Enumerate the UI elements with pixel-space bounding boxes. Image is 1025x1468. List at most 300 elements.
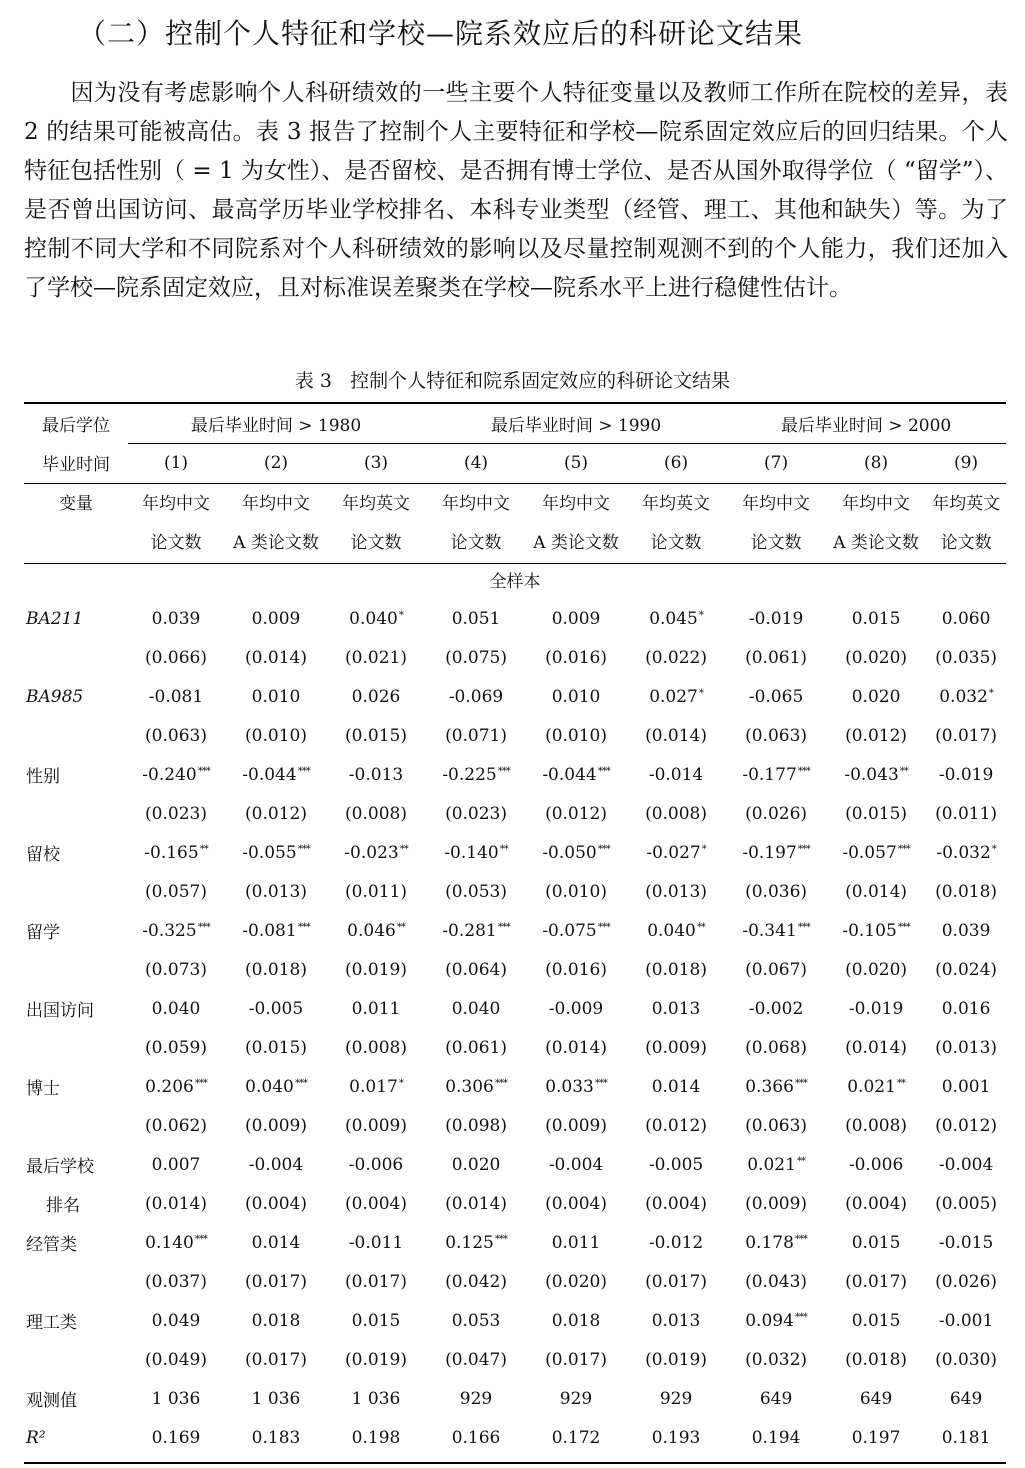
standard-error-cell: (0.022) xyxy=(645,647,708,668)
standard-error-cell: (0.013) xyxy=(245,881,307,902)
standard-error-cell: (0.021) xyxy=(345,647,407,668)
coefficient-row xyxy=(24,755,1006,794)
significance-stars: *** xyxy=(797,765,810,777)
coefficient-value: 0.040 xyxy=(349,608,398,629)
coefficient-value: 0.040 xyxy=(151,998,201,1019)
section-heading: （二）控制个人特征和学校—院系效应后的科研论文结果 xyxy=(78,17,804,50)
standard-error-cell: (0.009) xyxy=(645,1037,708,1058)
coefficient-cell xyxy=(426,755,526,794)
significance-stars: ** xyxy=(696,921,705,933)
standard-error-cell: (0.017) xyxy=(245,1349,307,1370)
variable-name: 博士 xyxy=(26,1079,60,1099)
coefficient-value: 0.053 xyxy=(451,1310,501,1331)
standard-error-cell: (0.010) xyxy=(245,725,307,746)
coefficient-cell xyxy=(826,833,926,872)
coefficient-cell xyxy=(326,1301,426,1340)
standard-error-cell: (0.014) xyxy=(145,1193,207,1214)
coefficient-cell xyxy=(326,989,426,1028)
variable-name-cont xyxy=(24,1340,126,1379)
variable-name: 出国访问 xyxy=(26,1001,94,1021)
coefficient-value: -0.197 xyxy=(742,842,797,863)
significance-stars: ** xyxy=(396,921,405,933)
coefficient-cell xyxy=(226,1145,326,1184)
coefficient-value: -0.019 xyxy=(848,998,904,1019)
coefficient-value: -0.006 xyxy=(848,1154,904,1175)
coefficient-value: 0.046 xyxy=(347,920,396,941)
observations-cell: 649 xyxy=(949,1388,983,1409)
coefficient-value: 0.020 xyxy=(851,686,901,707)
standard-error-cell: (0.026) xyxy=(935,1271,998,1292)
group-header-1990: 最后毕业时间 > 1990 xyxy=(490,416,662,436)
coefficient-cell xyxy=(626,833,726,872)
dependent-variable-line2: 论文数 xyxy=(940,533,992,553)
dependent-variable-line2: 论文数 xyxy=(650,533,702,553)
standard-error-cell: (0.008) xyxy=(345,1037,407,1058)
coefficient-cell xyxy=(226,911,326,950)
coefficient-value: -0.012 xyxy=(648,1232,704,1253)
r-squared-cell: 0.172 xyxy=(551,1427,601,1448)
coefficient-cell xyxy=(726,599,826,638)
coefficient-value: 0.013 xyxy=(651,1310,701,1331)
standard-error-cell: (0.037) xyxy=(145,1271,207,1292)
standard-error-cell: (0.018) xyxy=(935,881,998,902)
coefficient-value: 0.026 xyxy=(351,686,401,707)
standard-error-cell: (0.010) xyxy=(545,881,607,902)
significance-stars: * xyxy=(991,843,996,855)
coefficient-cell xyxy=(226,1223,326,1262)
standard-error-cell: (0.032) xyxy=(745,1349,808,1370)
variable-name-cont xyxy=(24,1106,126,1145)
coefficient-row xyxy=(24,833,1006,872)
standard-error-cell: (0.061) xyxy=(445,1037,507,1058)
coefficient-row xyxy=(24,599,1006,638)
standard-error-row xyxy=(24,716,1006,755)
coefficient-value: -0.001 xyxy=(938,1310,994,1331)
significance-stars: *** xyxy=(297,921,310,933)
standard-error-cell: (0.042) xyxy=(445,1271,507,1292)
coefficient-value: 0.060 xyxy=(941,608,991,629)
variable-name-cont xyxy=(24,1262,126,1301)
dependent-variable-line1: 年均中文 xyxy=(842,494,911,514)
significance-stars: *** xyxy=(897,843,910,855)
coefficient-cell xyxy=(826,989,926,1028)
r-squared-cell: 0.194 xyxy=(751,1427,801,1448)
coefficient-value: -0.023 xyxy=(344,842,399,863)
coefficient-cell xyxy=(326,599,426,638)
coefficient-cell xyxy=(826,599,926,638)
coefficient-row xyxy=(24,1301,1006,1340)
coefficient-value: -0.069 xyxy=(448,686,504,707)
variable-name: 理工类 xyxy=(26,1313,77,1333)
coefficient-cell xyxy=(326,1145,426,1184)
standard-error-row xyxy=(24,1106,1006,1145)
coefficient-cell xyxy=(926,1301,1006,1340)
coefficient-value: -0.004 xyxy=(938,1154,994,1175)
coefficient-value: -0.014 xyxy=(648,764,704,785)
coefficient-value: 0.010 xyxy=(551,686,601,707)
coefficient-value: -0.019 xyxy=(938,764,994,785)
coefficient-cell xyxy=(726,1145,826,1184)
standard-error-cell: (0.014) xyxy=(245,647,307,668)
coefficient-cell xyxy=(826,1223,926,1262)
coefficient-cell xyxy=(226,1067,326,1106)
variable-name-cont xyxy=(24,1028,126,1067)
dependent-variable-line1: 年均中文 xyxy=(442,494,511,514)
standard-error-cell: (0.015) xyxy=(845,803,908,824)
r-squared-cell: 0.169 xyxy=(151,1427,201,1448)
coefficient-cell xyxy=(426,1301,526,1340)
coefficient-cell xyxy=(626,1223,726,1262)
standard-error-cell: (0.005) xyxy=(935,1193,998,1214)
coefficient-cell xyxy=(726,911,826,950)
standard-error-cell: (0.026) xyxy=(745,803,808,824)
coefficient-cell xyxy=(726,677,826,716)
coefficient-value: -0.004 xyxy=(248,1154,304,1175)
r-squared-cell: 0.198 xyxy=(351,1427,401,1448)
coefficient-cell xyxy=(626,1145,726,1184)
standard-error-row xyxy=(24,1028,1006,1067)
coefficient-value: 0.125 xyxy=(445,1232,494,1253)
variable-name: 最后学校 xyxy=(26,1157,94,1177)
coefficient-row xyxy=(24,989,1006,1028)
standard-error-cell: (0.018) xyxy=(845,1349,908,1370)
standard-error-cell: (0.012) xyxy=(545,803,607,824)
stub-header-line2: 毕业时间 xyxy=(42,455,110,475)
dependent-variable-line2: 论文数 xyxy=(450,533,502,553)
standard-error-cell: (0.062) xyxy=(145,1115,207,1136)
standard-error-cell: (0.009) xyxy=(245,1115,307,1136)
coefficient-cell xyxy=(826,755,926,794)
standard-error-row xyxy=(24,1340,1006,1379)
coefficient-value: -0.240 xyxy=(142,764,197,785)
significance-stars: *** xyxy=(794,1311,807,1323)
standard-error-cell: (0.073) xyxy=(145,959,207,980)
coefficient-cell xyxy=(526,755,626,794)
variable-name: 留校 xyxy=(26,845,60,865)
coefficient-cell xyxy=(926,599,1006,638)
coefficient-cell xyxy=(826,1301,926,1340)
coefficient-value: 0.040 xyxy=(245,1076,294,1097)
coefficient-value: -0.027 xyxy=(646,842,701,863)
standard-error-cell: (0.017) xyxy=(345,1271,407,1292)
results-table xyxy=(24,404,1006,1457)
coefficient-value: -0.065 xyxy=(748,686,804,707)
coefficient-cell xyxy=(626,1301,726,1340)
coefficient-cell xyxy=(926,677,1006,716)
coefficient-value: 0.021 xyxy=(747,1154,796,1175)
standard-error-row xyxy=(24,1262,1006,1301)
coefficient-value: -0.165 xyxy=(144,842,199,863)
significance-stars: ** xyxy=(399,843,408,855)
observations-cell: 1 036 xyxy=(151,1388,201,1409)
coefficient-cell xyxy=(226,1301,326,1340)
dependent-variable-line1: 年均中文 xyxy=(242,494,310,514)
coefficient-value: -0.177 xyxy=(742,764,797,785)
r-squared-cell: 0.183 xyxy=(251,1427,301,1448)
coefficient-value: -0.044 xyxy=(242,764,297,785)
coefficient-cell xyxy=(526,989,626,1028)
standard-error-cell: (0.012) xyxy=(935,1115,998,1136)
coefficient-cell xyxy=(626,755,726,794)
coefficient-value: 0.366 xyxy=(745,1076,794,1097)
standard-error-cell: (0.009) xyxy=(545,1115,607,1136)
coefficient-value: -0.015 xyxy=(938,1232,994,1253)
significance-stars: *** xyxy=(797,843,810,855)
coefficient-value: -0.044 xyxy=(542,764,597,785)
variable-name: 性别 xyxy=(26,767,60,787)
sample-label: 全样本 xyxy=(489,572,541,592)
observations-cell: 649 xyxy=(859,1388,893,1409)
significance-stars: *** xyxy=(297,765,310,777)
standard-error-cell: (0.068) xyxy=(745,1037,808,1058)
significance-stars: *** xyxy=(194,1233,207,1245)
coefficient-cell xyxy=(526,1301,626,1340)
standard-error-cell: (0.004) xyxy=(345,1193,407,1214)
coefficient-cell xyxy=(726,1067,826,1106)
significance-stars: * xyxy=(698,687,703,699)
coefficient-value: 0.015 xyxy=(351,1310,401,1331)
coefficient-cell xyxy=(226,677,326,716)
dependent-variable-line1: 年均英文 xyxy=(642,494,711,514)
significance-stars: *** xyxy=(897,921,910,933)
coefficient-value: 0.011 xyxy=(351,998,401,1019)
coefficient-cell xyxy=(626,1067,726,1106)
standard-error-cell: (0.049) xyxy=(145,1349,207,1370)
coefficient-cell xyxy=(126,755,226,794)
coefficient-cell xyxy=(126,1067,226,1106)
significance-stars: * xyxy=(398,1077,403,1089)
coefficient-cell xyxy=(626,989,726,1028)
coefficient-cell xyxy=(326,911,426,950)
r-squared-cell: 0.193 xyxy=(651,1427,701,1448)
standard-error-cell: (0.063) xyxy=(745,725,808,746)
dependent-variable-line1: 年均中文 xyxy=(542,494,611,514)
coefficient-cell xyxy=(426,677,526,716)
coefficient-cell xyxy=(326,677,426,716)
standard-error-cell: (0.011) xyxy=(345,881,407,902)
coefficient-value: -0.140 xyxy=(444,842,499,863)
coefficient-cell xyxy=(526,833,626,872)
standard-error-cell: (0.043) xyxy=(745,1271,808,1292)
observations-cell: 1 036 xyxy=(251,1388,301,1409)
coefficient-value: 0.018 xyxy=(551,1310,601,1331)
standard-error-cell: (0.004) xyxy=(245,1193,307,1214)
coefficient-cell xyxy=(426,989,526,1028)
column-number: (4) xyxy=(463,452,489,473)
coefficient-value: -0.281 xyxy=(442,920,497,941)
group-header-1980: 最后毕业时间 > 1980 xyxy=(190,416,362,436)
standard-error-cell: (0.013) xyxy=(935,1037,998,1058)
r-squared-cell: 0.197 xyxy=(851,1427,901,1448)
coefficient-value: 0.039 xyxy=(941,920,991,941)
significance-stars: * xyxy=(698,609,703,621)
significance-stars: *** xyxy=(497,921,510,933)
coefficient-cell xyxy=(526,1145,626,1184)
coefficient-value: 0.020 xyxy=(451,1154,501,1175)
variable-name-cont xyxy=(24,794,126,833)
standard-error-cell: (0.008) xyxy=(845,1115,908,1136)
observations-cell: 929 xyxy=(459,1388,493,1409)
dependent-variable-line1: 年均中文 xyxy=(142,494,210,514)
column-number: (7) xyxy=(764,452,789,473)
coefficient-value: 0.094 xyxy=(745,1310,794,1331)
significance-stars: * xyxy=(701,843,706,855)
standard-error-cell: (0.012) xyxy=(845,725,908,746)
column-number: (2) xyxy=(263,452,289,473)
coefficient-value: -0.225 xyxy=(442,764,497,785)
coefficient-value: 0.001 xyxy=(941,1076,991,1097)
variable-name-cont xyxy=(24,950,126,989)
coefficient-row xyxy=(24,1145,1006,1184)
coefficient-value: 0.040 xyxy=(451,998,501,1019)
column-number: (8) xyxy=(864,452,889,473)
standard-error-cell: (0.075) xyxy=(445,647,507,668)
coefficient-cell xyxy=(326,755,426,794)
coefficient-cell xyxy=(626,599,726,638)
standard-error-cell: (0.012) xyxy=(645,1115,708,1136)
dependent-variable-line1: 年均英文 xyxy=(342,494,411,514)
coefficient-value: -0.057 xyxy=(842,842,897,863)
standard-error-cell: (0.018) xyxy=(645,959,708,980)
coefficient-cell xyxy=(626,677,726,716)
dependent-variable-line1: 年均中文 xyxy=(742,494,811,514)
r-squared-cell: 0.166 xyxy=(451,1427,501,1448)
dependent-variable-line2: A 类论文数 xyxy=(233,533,319,553)
significance-stars: *** xyxy=(594,1077,607,1089)
coefficient-cell xyxy=(426,1067,526,1106)
coefficient-cell xyxy=(726,1223,826,1262)
coefficient-value: -0.009 xyxy=(548,998,604,1019)
significance-stars: *** xyxy=(597,843,610,855)
coefficient-value: 0.045 xyxy=(649,608,698,629)
dependent-variable-line1: 年均英文 xyxy=(932,494,1001,514)
column-number: (6) xyxy=(664,452,689,473)
variable-name-cont: 排名 xyxy=(46,1196,80,1216)
coefficient-value: 0.051 xyxy=(451,608,501,629)
standard-error-row xyxy=(24,1184,1006,1223)
column-number: (3) xyxy=(363,452,389,473)
standard-error-cell: (0.066) xyxy=(145,647,207,668)
coefficient-cell xyxy=(126,1145,226,1184)
standard-error-cell: (0.012) xyxy=(245,803,307,824)
body-paragraph-text: 因为没有考虑影响个人科研绩效的一些主要个人特征变量以及教师工作所在院校的差异，表 2 的结果可能被高估。表 3 报告了控制个人主要特征和学校—院系固定效应后的回归结果。个人特征包括性别（ = 1 为女性）、是否留校、是否拥有博士学位、是否从国外取得学位（ “留学”）、是否曾出国访问、最高学历毕业学校排名、本科专业类型（经管、理工、其他和缺失）等。为了控制不同大学和不同院系对个人科研绩效的影响以及尽量控制观测不到的个人能力，我们还加入了学校—院系固定效应，且对标准误差聚类在学校—院系水平上进行稳健性估计。 xyxy=(24,80,1008,301)
variable-name-cont xyxy=(24,872,126,911)
coefficient-value: -0.055 xyxy=(242,842,297,863)
coefficient-value: -0.006 xyxy=(348,1154,404,1175)
standard-error-cell: (0.018) xyxy=(245,959,307,980)
standard-error-cell: (0.053) xyxy=(445,881,507,902)
coefficient-value: -0.081 xyxy=(148,686,204,707)
coefficient-cell xyxy=(526,1067,626,1106)
significance-stars: *** xyxy=(194,1077,207,1089)
coefficient-value: 0.206 xyxy=(145,1076,194,1097)
coefficient-value: 0.013 xyxy=(651,998,701,1019)
standard-error-cell: (0.057) xyxy=(145,881,207,902)
coefficient-value: 0.140 xyxy=(145,1232,194,1253)
coefficient-cell xyxy=(126,833,226,872)
coefficient-cell xyxy=(326,1067,426,1106)
variable-name: BA985 xyxy=(26,686,84,707)
standard-error-cell: (0.047) xyxy=(445,1349,507,1370)
dependent-variable-line2: A 类论文数 xyxy=(833,533,919,553)
standard-error-cell: (0.009) xyxy=(345,1115,407,1136)
coefficient-value: 0.016 xyxy=(941,998,991,1019)
coefficient-value: 0.027 xyxy=(649,686,698,707)
coefficient-cell xyxy=(526,911,626,950)
coefficient-cell xyxy=(426,1145,526,1184)
table-title: 表 3 控制个人特征和院系固定效应的科研论文结果 xyxy=(294,370,731,392)
dependent-variable-line2: 论文数 xyxy=(150,533,202,553)
standard-error-cell: (0.019) xyxy=(645,1349,708,1370)
standard-error-cell: (0.071) xyxy=(445,725,507,746)
observations-label: 观测值 xyxy=(26,1391,77,1411)
coefficient-value: 0.014 xyxy=(651,1076,701,1097)
coefficient-row xyxy=(24,911,1006,950)
r-squared-label: R² xyxy=(26,1427,46,1448)
observations-cell: 929 xyxy=(659,1388,693,1409)
coefficient-cell xyxy=(726,833,826,872)
standard-error-cell: (0.008) xyxy=(345,803,407,824)
coefficient-cell xyxy=(326,833,426,872)
standard-error-cell: (0.059) xyxy=(145,1037,207,1058)
coefficient-value: -0.004 xyxy=(548,1154,604,1175)
coefficient-cell xyxy=(826,1067,926,1106)
standard-error-cell: (0.004) xyxy=(645,1193,708,1214)
coefficient-cell xyxy=(226,989,326,1028)
standard-error-cell: (0.036) xyxy=(745,881,808,902)
coefficient-value: -0.105 xyxy=(842,920,897,941)
dependent-variable-line2: 论文数 xyxy=(750,533,802,553)
significance-stars: *** xyxy=(794,1233,807,1245)
significance-stars: *** xyxy=(197,765,210,777)
significance-stars: *** xyxy=(797,921,810,933)
observations-row xyxy=(24,1379,1006,1418)
dependent-variable-line2: A 类论文数 xyxy=(533,533,619,553)
standard-error-cell: (0.019) xyxy=(345,1349,407,1370)
standard-error-cell: (0.016) xyxy=(545,647,607,668)
standard-error-cell: (0.024) xyxy=(935,959,998,980)
coefficient-cell xyxy=(126,989,226,1028)
coefficient-cell xyxy=(226,755,326,794)
coefficient-value: 0.011 xyxy=(551,1232,601,1253)
table-bottom-rule xyxy=(24,1462,1006,1464)
significance-stars: *** xyxy=(494,1077,507,1089)
standard-error-cell: (0.011) xyxy=(935,803,998,824)
coefficient-value: -0.013 xyxy=(348,764,404,785)
column-number: (1) xyxy=(163,452,189,473)
coefficient-cell xyxy=(726,1301,826,1340)
significance-stars: ** xyxy=(499,843,508,855)
coefficient-cell xyxy=(826,911,926,950)
standard-error-cell: (0.004) xyxy=(545,1193,607,1214)
coefficient-value: -0.005 xyxy=(648,1154,704,1175)
coefficient-cell xyxy=(126,677,226,716)
significance-stars: *** xyxy=(494,1233,507,1245)
standard-error-cell: (0.063) xyxy=(145,725,207,746)
coefficient-cell xyxy=(126,599,226,638)
coefficient-value: -0.341 xyxy=(742,920,797,941)
standard-error-cell: (0.014) xyxy=(645,725,708,746)
coefficient-value: 0.017 xyxy=(349,1076,398,1097)
standard-error-cell: (0.004) xyxy=(845,1193,908,1214)
coefficient-cell xyxy=(426,833,526,872)
standard-error-cell: (0.019) xyxy=(345,959,407,980)
coefficient-cell xyxy=(726,989,826,1028)
significance-stars: *** xyxy=(294,1077,307,1089)
significance-stars: *** xyxy=(597,921,610,933)
coefficient-value: 0.007 xyxy=(151,1154,201,1175)
coefficient-value: -0.043 xyxy=(844,764,899,785)
